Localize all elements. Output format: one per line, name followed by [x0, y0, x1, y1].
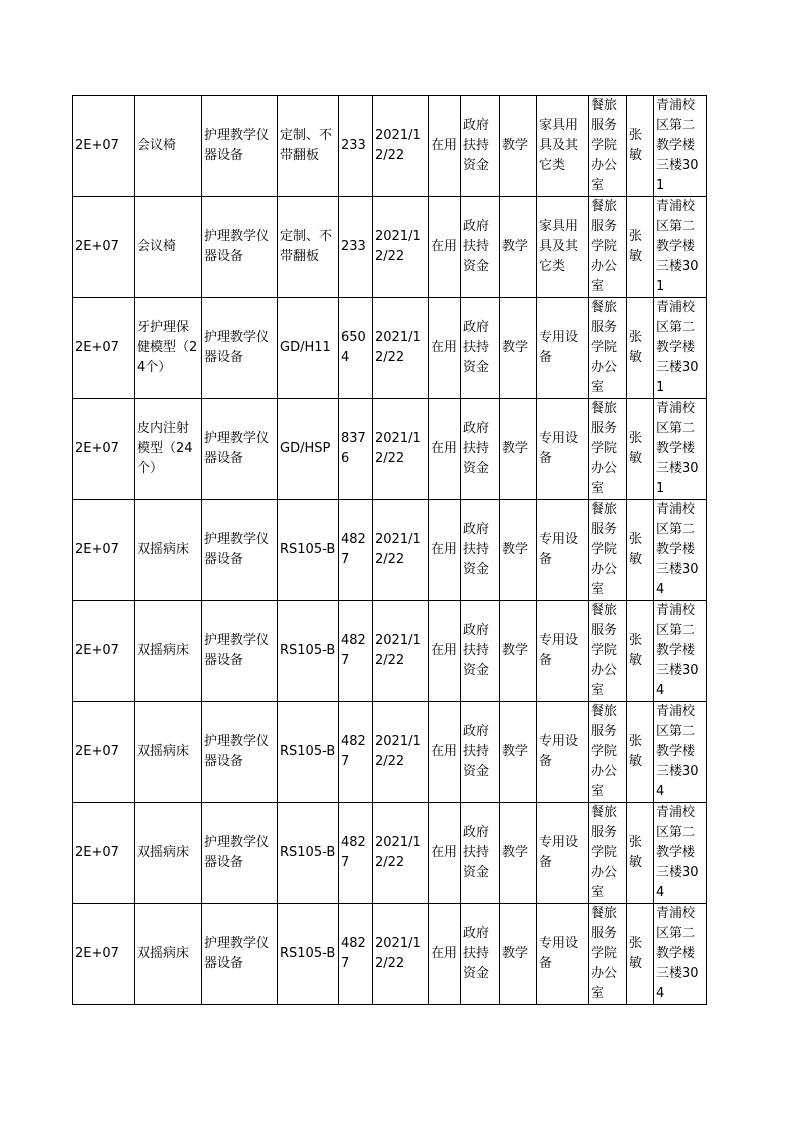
cell-asset-class: 专用设备	[537, 904, 589, 1005]
cell-department: 餐旅服务学院办公室	[589, 500, 627, 601]
cell-asset-code: 2E+07	[73, 399, 135, 500]
cell-asset-code: 2E+07	[73, 904, 135, 1005]
table-row	[73, 803, 707, 904]
cell-status: 在用	[429, 601, 461, 702]
cell-asset-code: 2E+07	[73, 298, 135, 399]
cell-model: RS105-B	[278, 601, 339, 702]
cell-category: 护理教学仪器设备	[202, 904, 278, 1005]
cell-usage: 教学	[500, 500, 537, 601]
cell-asset-code: 2E+07	[73, 601, 135, 702]
cell-status: 在用	[429, 399, 461, 500]
cell-price: 4827	[339, 500, 373, 601]
cell-asset-class: 家具用具及其它类	[537, 197, 589, 298]
cell-price: 6504	[339, 298, 373, 399]
cell-location: 青浦校区第二教学楼三楼301	[654, 399, 707, 500]
cell-fund-source: 政府扶持资金	[461, 197, 500, 298]
cell-department: 餐旅服务学院办公室	[589, 399, 627, 500]
cell-custodian: 张敏	[627, 500, 654, 601]
cell-location: 青浦校区第二教学楼三楼304	[654, 601, 707, 702]
cell-category: 护理教学仪器设备	[202, 803, 278, 904]
cell-date: 2021/12/22	[373, 96, 429, 197]
cell-location: 青浦校区第二教学楼三楼301	[654, 197, 707, 298]
cell-price: 8376	[339, 399, 373, 500]
cell-date: 2021/12/22	[373, 702, 429, 803]
cell-asset-code: 2E+07	[73, 96, 135, 197]
cell-asset-name: 皮内注射模型（24个）	[135, 399, 202, 500]
cell-price: 4827	[339, 904, 373, 1005]
cell-asset-class: 专用设备	[537, 803, 589, 904]
table-row	[73, 601, 707, 702]
table-row	[73, 399, 707, 500]
cell-date: 2021/12/22	[373, 197, 429, 298]
cell-category: 护理教学仪器设备	[202, 399, 278, 500]
cell-custodian: 张敏	[627, 399, 654, 500]
cell-location: 青浦校区第二教学楼三楼304	[654, 500, 707, 601]
cell-asset-class: 家具用具及其它类	[537, 96, 589, 197]
cell-asset-name: 双摇病床	[135, 702, 202, 803]
cell-category: 护理教学仪器设备	[202, 601, 278, 702]
cell-asset-class: 专用设备	[537, 500, 589, 601]
cell-department: 餐旅服务学院办公室	[589, 298, 627, 399]
cell-usage: 教学	[500, 399, 537, 500]
table-row	[73, 904, 707, 1005]
cell-asset-code: 2E+07	[73, 702, 135, 803]
cell-date: 2021/12/22	[373, 298, 429, 399]
cell-asset-name: 双摇病床	[135, 904, 202, 1005]
cell-asset-name: 双摇病床	[135, 500, 202, 601]
cell-category: 护理教学仪器设备	[202, 702, 278, 803]
cell-price: 4827	[339, 803, 373, 904]
cell-custodian: 张敏	[627, 96, 654, 197]
cell-category: 护理教学仪器设备	[202, 197, 278, 298]
cell-model: RS105-B	[278, 904, 339, 1005]
cell-model: RS105-B	[278, 500, 339, 601]
cell-model: 定制、不带翻板	[278, 197, 339, 298]
cell-category: 护理教学仪器设备	[202, 96, 278, 197]
cell-model: RS105-B	[278, 702, 339, 803]
cell-asset-name: 双摇病床	[135, 601, 202, 702]
cell-model: 定制、不带翻板	[278, 96, 339, 197]
cell-usage: 教学	[500, 197, 537, 298]
cell-model: GD/H11	[278, 298, 339, 399]
cell-custodian: 张敏	[627, 601, 654, 702]
cell-asset-class: 专用设备	[537, 298, 589, 399]
cell-fund-source: 政府扶持资金	[461, 500, 500, 601]
cell-custodian: 张敏	[627, 904, 654, 1005]
cell-department: 餐旅服务学院办公室	[589, 904, 627, 1005]
table-row	[73, 197, 707, 298]
cell-price: 4827	[339, 601, 373, 702]
cell-category: 护理教学仪器设备	[202, 298, 278, 399]
cell-asset-class: 专用设备	[537, 399, 589, 500]
asset-table	[72, 95, 707, 1005]
table-row	[73, 702, 707, 803]
cell-fund-source: 政府扶持资金	[461, 803, 500, 904]
cell-status: 在用	[429, 702, 461, 803]
cell-price: 233	[339, 197, 373, 298]
cell-status: 在用	[429, 96, 461, 197]
cell-status: 在用	[429, 904, 461, 1005]
cell-date: 2021/12/22	[373, 904, 429, 1005]
cell-custodian: 张敏	[627, 298, 654, 399]
cell-custodian: 张敏	[627, 197, 654, 298]
cell-asset-code: 2E+07	[73, 500, 135, 601]
table-row	[73, 500, 707, 601]
cell-department: 餐旅服务学院办公室	[589, 96, 627, 197]
cell-category: 护理教学仪器设备	[202, 500, 278, 601]
cell-price: 4827	[339, 702, 373, 803]
cell-usage: 教学	[500, 96, 537, 197]
cell-custodian: 张敏	[627, 702, 654, 803]
cell-location: 青浦校区第二教学楼三楼304	[654, 904, 707, 1005]
table-row	[73, 96, 707, 197]
cell-fund-source: 政府扶持资金	[461, 298, 500, 399]
cell-asset-name: 牙护理保健模型（24个）	[135, 298, 202, 399]
cell-usage: 教学	[500, 298, 537, 399]
cell-asset-class: 专用设备	[537, 702, 589, 803]
cell-fund-source: 政府扶持资金	[461, 96, 500, 197]
cell-usage: 教学	[500, 702, 537, 803]
cell-department: 餐旅服务学院办公室	[589, 601, 627, 702]
cell-date: 2021/12/22	[373, 399, 429, 500]
cell-asset-code: 2E+07	[73, 803, 135, 904]
cell-asset-name: 会议椅	[135, 197, 202, 298]
cell-custodian: 张敏	[627, 803, 654, 904]
table-row	[73, 298, 707, 399]
cell-department: 餐旅服务学院办公室	[589, 197, 627, 298]
cell-model: GD/HSP	[278, 399, 339, 500]
cell-asset-name: 双摇病床	[135, 803, 202, 904]
cell-status: 在用	[429, 803, 461, 904]
cell-location: 青浦校区第二教学楼三楼301	[654, 96, 707, 197]
cell-location: 青浦校区第二教学楼三楼304	[654, 702, 707, 803]
cell-department: 餐旅服务学院办公室	[589, 702, 627, 803]
cell-fund-source: 政府扶持资金	[461, 702, 500, 803]
cell-usage: 教学	[500, 601, 537, 702]
cell-date: 2021/12/22	[373, 601, 429, 702]
cell-asset-code: 2E+07	[73, 197, 135, 298]
cell-location: 青浦校区第二教学楼三楼301	[654, 298, 707, 399]
cell-price: 233	[339, 96, 373, 197]
cell-status: 在用	[429, 298, 461, 399]
cell-fund-source: 政府扶持资金	[461, 904, 500, 1005]
cell-usage: 教学	[500, 803, 537, 904]
table-body	[73, 96, 707, 1005]
cell-status: 在用	[429, 500, 461, 601]
cell-date: 2021/12/22	[373, 803, 429, 904]
cell-fund-source: 政府扶持资金	[461, 399, 500, 500]
cell-fund-source: 政府扶持资金	[461, 601, 500, 702]
cell-date: 2021/12/22	[373, 500, 429, 601]
cell-asset-class: 专用设备	[537, 601, 589, 702]
cell-asset-name: 会议椅	[135, 96, 202, 197]
cell-department: 餐旅服务学院办公室	[589, 803, 627, 904]
cell-location: 青浦校区第二教学楼三楼304	[654, 803, 707, 904]
cell-usage: 教学	[500, 904, 537, 1005]
cell-model: RS105-B	[278, 803, 339, 904]
cell-status: 在用	[429, 197, 461, 298]
